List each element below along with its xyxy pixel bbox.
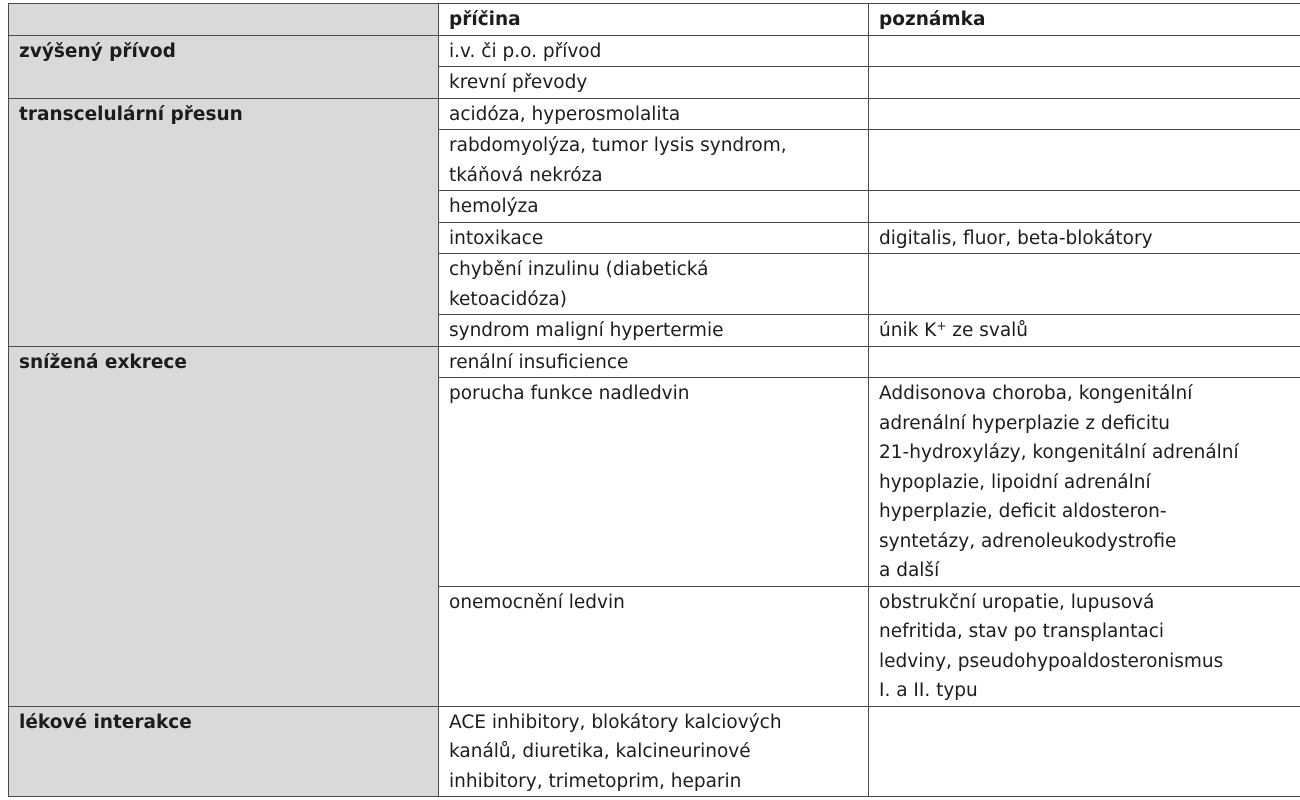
note-cell: [869, 35, 1300, 67]
cause-cell: hemolýza: [439, 191, 869, 223]
note-prefix: únik K: [879, 320, 937, 341]
table-row: [9, 706, 1300, 797]
note-cell: digitalis, fluor, beta-blokátory: [869, 222, 1300, 254]
cause-cell: rabdomyolýza, tumor lysis syndrom, tkáňová nekróza: [439, 130, 869, 191]
table-row: [9, 98, 1300, 130]
cause-cell: syndrom maligní hypertermie: [439, 315, 869, 347]
header-cause: příčina: [439, 4, 869, 36]
note-cell: [869, 191, 1300, 223]
header-note: poznámka: [869, 4, 1300, 36]
hyperkalemia-causes-table: [8, 3, 1300, 797]
note-cell: [869, 98, 1300, 130]
note-cell: [869, 254, 1300, 315]
group-label: transcelulární přesun: [9, 98, 439, 346]
note-cell: obstrukční uropatie, lupusová nefritida, stav po transplantaci ledviny, pseudohypoaldosteronismus I. a II. typu: [869, 586, 1300, 706]
cause-cell: chybění inzulinu (diabetická ketoacidóza): [439, 254, 869, 315]
table-row: [9, 346, 1300, 378]
cause-cell: i.v. či p.o. přívod: [439, 35, 869, 67]
note-suffix: ze svalů: [946, 320, 1029, 341]
note-cell: Addisonova choroba, kongenitální adrenální hyperplazie z deficitu 21-hydroxylázy, kongenitální adrenální hypoplazie, lipoidní adrenální hyperplazie, deficit aldosteron- syntetázy, adrenoleukodystrofie a další: [869, 378, 1300, 587]
cause-cell: acidóza, hyperosmolalita: [439, 98, 869, 130]
note-cell: [869, 130, 1300, 191]
cause-cell: ACE inhibitory, blokátory kalciových kanálů, diuretika, kalcineurinové inhibitory, trimetoprim, heparin: [439, 706, 869, 797]
header-blank-cell: [9, 4, 439, 36]
group-label: zvýšený přívod: [9, 35, 439, 98]
group-label: snížená exkrece: [9, 346, 439, 706]
cause-cell: porucha funkce nadledvin: [439, 378, 869, 587]
superscript-plus: +: [936, 319, 947, 333]
note-cell: [869, 706, 1300, 797]
cause-cell: intoxikace: [439, 222, 869, 254]
group-label: lékové interakce: [9, 706, 439, 797]
note-cell: [869, 346, 1300, 378]
cause-cell: krevní převody: [439, 67, 869, 99]
cause-cell: renální insuficience: [439, 346, 869, 378]
header-row: [9, 4, 1300, 36]
cause-cell: onemocnění ledvin: [439, 586, 869, 706]
note-cell: [869, 315, 1300, 347]
note-cell: [869, 67, 1300, 99]
table-row: [9, 35, 1300, 67]
